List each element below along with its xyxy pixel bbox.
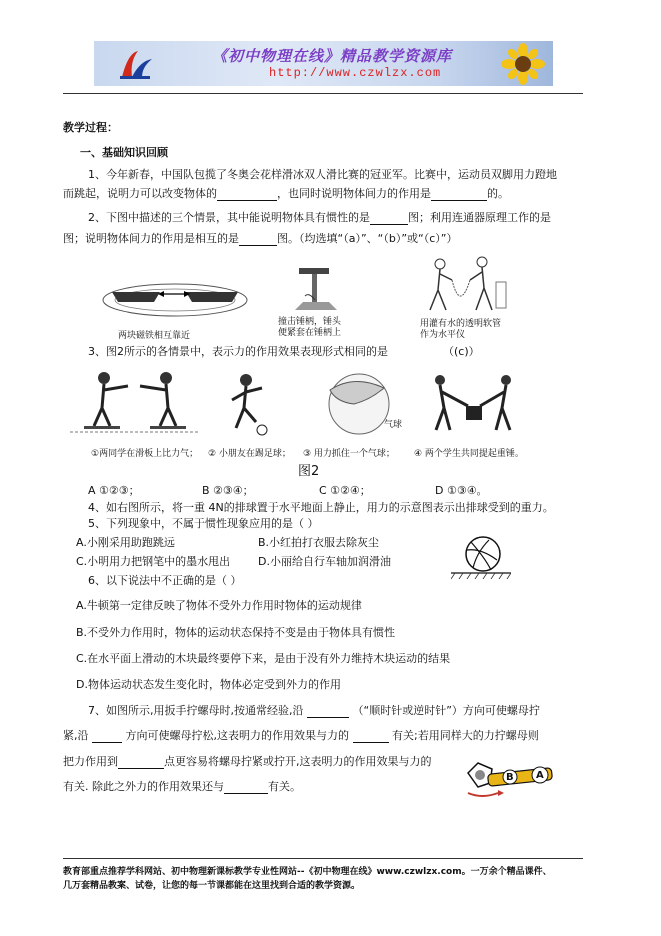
q7-line4: 有关. 除此之外力的作用效果还与 有关。 bbox=[63, 780, 301, 793]
q7-blank-5[interactable] bbox=[224, 793, 268, 794]
q3-caption-1: ①两同学在滑板上比力气； bbox=[91, 449, 199, 459]
q1-line2: 而跳起，说明力可以改变物体的 ，也同时说明物体间力的作用是 的。 bbox=[63, 187, 509, 200]
q2-blank-2[interactable] bbox=[239, 245, 277, 246]
q1-line1: 1、今年新春，中国队包揽了冬奥会花样滑冰双人滑比赛的冠亚军。比赛中，运动员双脚用力蹬地 bbox=[88, 168, 557, 181]
subsection-title: 一、基础知识回顾 bbox=[80, 146, 168, 159]
sunflower-icon bbox=[499, 43, 547, 85]
figure-kick-ball bbox=[222, 372, 272, 436]
q7-blank-1[interactable] bbox=[307, 717, 349, 718]
banner-url: http://www.czwlzx.com bbox=[269, 66, 442, 80]
figure-volleyball bbox=[451, 534, 511, 580]
q2-line1: 2、下图中描述的三个情景，其中能说明物体具有惯性的是 图；利用连通器原理工作的是 bbox=[88, 211, 551, 224]
q6-option-b[interactable]: B.不受外力作用时，物体的运动状态保持不变是由于物体具有惯性 bbox=[76, 626, 396, 639]
figure-water-level bbox=[420, 256, 510, 312]
q2-caption-b1: 撞击锤柄，锤头 bbox=[278, 317, 342, 327]
q3-balloon-label: 气球 bbox=[384, 420, 403, 430]
q3-option-b[interactable]: B ②③④； bbox=[202, 484, 254, 497]
q7-label-b: B bbox=[506, 772, 514, 783]
q1-blank-1[interactable] bbox=[217, 200, 277, 201]
site-logo-icon bbox=[118, 47, 154, 81]
q3-caption-4: ④ 两个学生共同提起重锤。 bbox=[414, 449, 524, 459]
header-rule bbox=[63, 93, 583, 94]
figure-lift-weight bbox=[424, 372, 524, 436]
banner-title: 《初中物理在线》精品教学资源库 bbox=[212, 47, 453, 65]
footer-line2: 几万套精品教案、试卷，让您的每一节课都能在这里找到合适的教学资源。 bbox=[63, 881, 361, 891]
q3-caption-3: ③ 用力抓住一个气球； bbox=[303, 449, 395, 459]
q4-text: 4、如右图所示，将一重 4N的排球置于水平地面上静止，用力的示意图表示出排球受到的重力。 bbox=[88, 501, 554, 514]
q7-line1: 7、如图所示,用扳手拧螺母时,按通常经验,沿 （“顺时针或逆时针”）方向可使螺母拧 bbox=[88, 704, 540, 717]
q5-text: 5、下列现象中，不属于惯性现象应用的是（ ） bbox=[88, 517, 319, 530]
q3-figure-label: 图2 bbox=[298, 464, 320, 479]
q7-blank-3[interactable] bbox=[353, 742, 389, 743]
q2-line2: 图；说明物体间力的作用是相互的是 图。（均选填“（a）”、“（b）”或“（c）”） bbox=[63, 232, 458, 245]
section-title: 教学过程： bbox=[63, 121, 118, 134]
figure-magnets-boats bbox=[100, 270, 250, 324]
figure-skateboard-push bbox=[70, 368, 200, 434]
q3-answer: （(c)） bbox=[443, 345, 480, 358]
q5-option-d[interactable]: D.小丽给自行车轴加润滑油 bbox=[258, 555, 391, 568]
q7-line2: 紧,沿 方向可使螺母拧松,这表明力的作用效果与力的 有关;若用同样大的力拧螺母则 bbox=[63, 729, 539, 742]
q3-text: 3、图2所示的各情景中，表示力的作用效果表现形式相同的是 bbox=[88, 345, 388, 358]
q3-option-c[interactable]: C ①②④； bbox=[319, 484, 371, 497]
q7-blank-2[interactable] bbox=[92, 742, 122, 743]
q2-caption-b2: 便紧套在锤柄上 bbox=[278, 328, 342, 338]
footer-line1: 教育部重点推荐学科网站、初中物理新课标教学专业性网站--《初中物理在线》www.czwlzx.com。一万余个精品课件、 bbox=[63, 867, 552, 877]
q6-option-c[interactable]: C.在水平面上滑动的木块最终要停下来，是由于没有外力维持木块运动的结果 bbox=[76, 652, 451, 665]
footer-rule bbox=[63, 858, 583, 859]
q2-caption-c1: 用灌有水的透明软管 bbox=[420, 319, 502, 329]
q5-option-a[interactable]: A.小刚采用助跑跳远 bbox=[76, 536, 175, 549]
q6-option-d[interactable]: D.物体运动状态发生变化时，物体必定受到外力的作用 bbox=[76, 678, 341, 691]
header-banner bbox=[94, 41, 553, 86]
q3-option-a[interactable]: A ①②③； bbox=[88, 484, 140, 497]
q1-blank-2[interactable] bbox=[431, 200, 487, 201]
q3-caption-2: ② 小朋友在踢足球； bbox=[208, 449, 291, 459]
q2-blank-1[interactable] bbox=[370, 224, 408, 225]
q7-line3: 把力作用到 点更容易将螺母拧紧或拧开,这表明力的作用效果与力的 bbox=[63, 755, 432, 768]
q6-option-a[interactable]: A.牛顿第一定律反映了物体不受外力作用时物体的运动规律 bbox=[76, 599, 362, 612]
q7-label-a: A bbox=[536, 770, 544, 781]
q2-caption-a: 两块磁铁相互靠近 bbox=[118, 331, 191, 341]
q7-blank-4[interactable] bbox=[118, 768, 164, 769]
q5-option-c[interactable]: C.小明用力把钢笔中的墨水甩出 bbox=[76, 555, 231, 568]
q3-option-d[interactable]: D ①③④。 bbox=[435, 484, 488, 497]
q6-text: 6、以下说法中不正确的是（ ） bbox=[88, 574, 242, 587]
figure-hammer bbox=[285, 262, 345, 312]
q2-caption-c2: 作为水平仪 bbox=[420, 330, 466, 340]
q5-option-b[interactable]: B.小红拍打衣服去除灰尘 bbox=[258, 536, 380, 549]
